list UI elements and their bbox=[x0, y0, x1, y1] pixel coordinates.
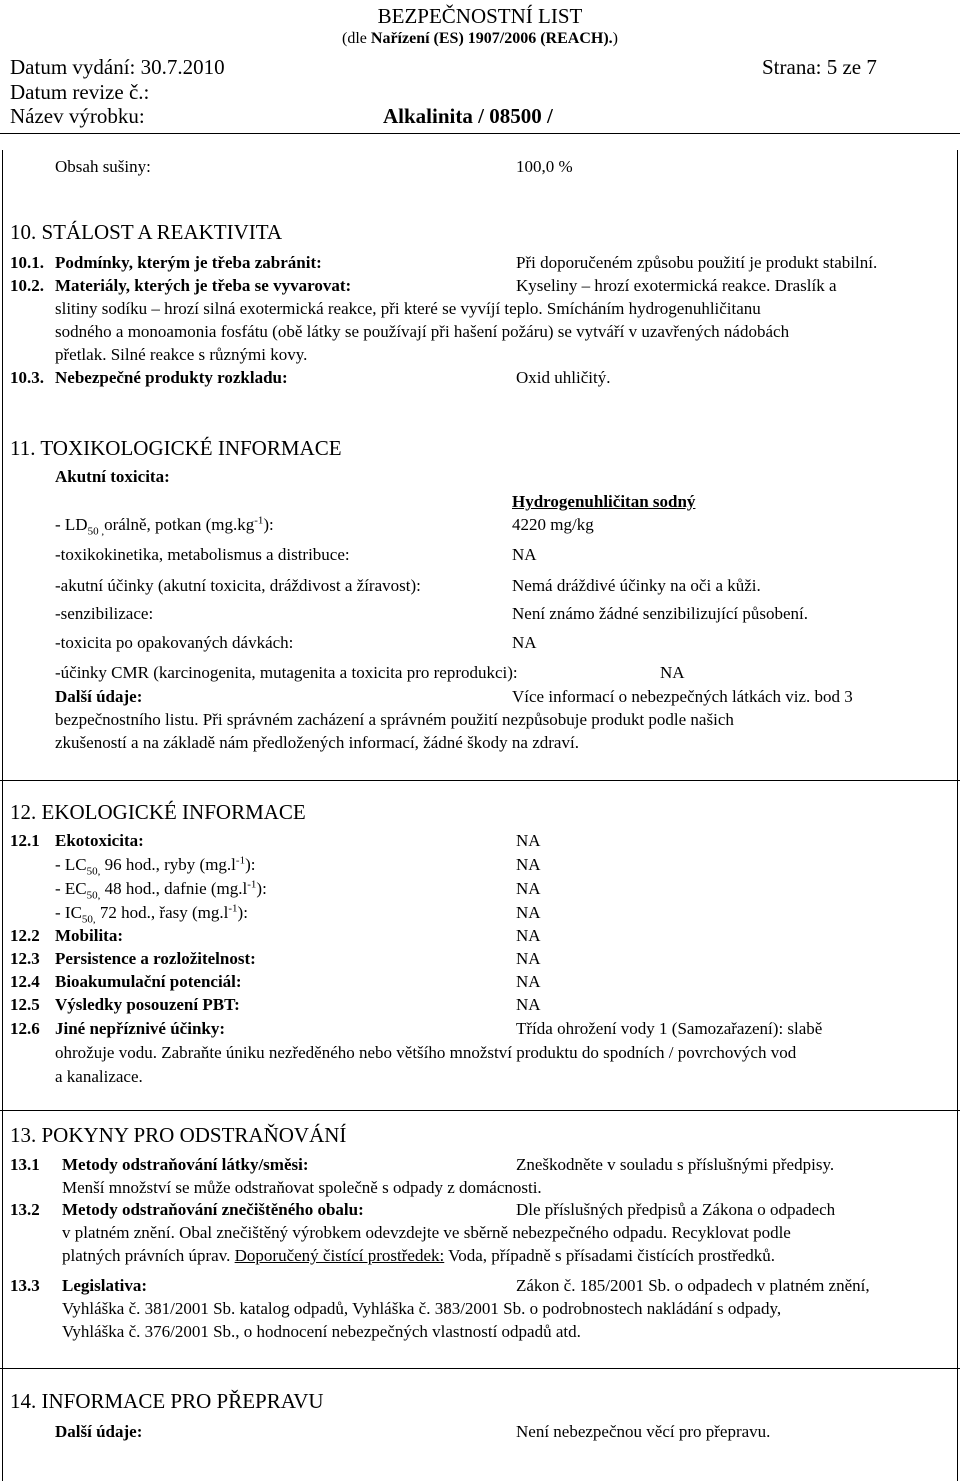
item-10-2-line4: přetlak. Silné reakce s různými kovy. bbox=[55, 345, 308, 364]
item-13-1-line2: Menší množství se může odstraňovat společně s odpady z domácnosti. bbox=[62, 1178, 542, 1197]
lc50-prefix: - LC bbox=[55, 855, 87, 874]
ld50-mid: orálně, potkan (mg.kg bbox=[104, 515, 255, 534]
section-14-title: 14. INFORMACE PRO PŘEPRAVU bbox=[10, 1389, 324, 1413]
repeated-dose-value: NA bbox=[512, 633, 537, 652]
ic50-value: NA bbox=[516, 903, 541, 922]
sensitization-label: -senzibilizace: bbox=[55, 604, 154, 623]
item-10-1-number: 10.1. bbox=[10, 253, 44, 272]
item-13-3-number: 13.3 bbox=[10, 1276, 40, 1295]
section-12-rule bbox=[0, 1110, 960, 1111]
item-12-4-label: Bioakumulační potenciál: bbox=[55, 972, 242, 991]
ec50-label bbox=[55, 878, 267, 902]
regulation-bold: Nařízení (ES) 1907/2006 (REACH). bbox=[370, 30, 613, 47]
item-12-6-line3: a kanalizace. bbox=[55, 1067, 143, 1086]
more-info-line2: bezpečnostního listu. Při správném zacházení a správném použití nezpůsobuje produkt podle našich bbox=[55, 710, 734, 729]
dry-matter-label: Obsah sušiny: bbox=[55, 157, 151, 176]
more-info-line3: zkušeností a na základě nám předložených informací, žádné škody na zdraví. bbox=[55, 733, 579, 752]
item-12-6-number: 12.6 bbox=[10, 1019, 40, 1038]
ld50-superscript: -1 bbox=[254, 514, 264, 527]
regulation-prefix: (dle bbox=[342, 30, 371, 47]
item-12-6-label: Jiné nepříznivé účinky: bbox=[55, 1019, 226, 1038]
section-12-title: 12. EKOLOGICKÉ INFORMACE bbox=[10, 800, 306, 824]
ld50-subscript: 50 , bbox=[87, 525, 105, 538]
item-13-2-value: Dle příslušných předpisů a Zákona o odpadech bbox=[516, 1200, 836, 1219]
toxicokinetics-value: NA bbox=[512, 545, 537, 564]
header-rule bbox=[0, 133, 960, 134]
document-title: BEZPEČNOSTNÍ LIST bbox=[377, 4, 583, 28]
item-12-4-number: 12.4 bbox=[10, 972, 40, 991]
toxicokinetics-label: -toxikokinetika, metabolismus a distribuce: bbox=[55, 545, 350, 564]
ec50-value: NA bbox=[516, 879, 541, 898]
substance-heading: Hydrogenuhličitan sodný bbox=[512, 492, 696, 511]
item-10-1-label: Podmínky, kterým je třeba zabránit: bbox=[55, 253, 322, 272]
revision-date: Datum revize č.: bbox=[10, 80, 150, 104]
item-12-2-value: NA bbox=[516, 926, 541, 945]
ec50-suffix: ): bbox=[256, 879, 267, 898]
lc50-mid: 96 hod., ryby (mg.l bbox=[100, 855, 236, 874]
item-12-6-line2: ohrožuje vodu. Zabraňte úniku nezředěného nebo většího množství produktu do spodních / povrchových vod bbox=[55, 1043, 797, 1062]
item-13-1-label: Metody odstraňování látky/směsi: bbox=[62, 1155, 309, 1174]
ld50-value: 4220 mg/kg bbox=[512, 515, 594, 534]
item-10-2-label: Materiály, kterých je třeba se vyvarovat: bbox=[55, 276, 352, 295]
ec50-superscript: -1 bbox=[247, 878, 257, 891]
item-12-3-number: 12.3 bbox=[10, 949, 40, 968]
item-12-5-label: Výsledky posouzení PBT: bbox=[55, 995, 240, 1014]
acute-toxicity-label: Akutní toxicita: bbox=[55, 467, 170, 486]
section-11-title: 11. TOXIKOLOGICKÉ INFORMACE bbox=[10, 436, 342, 460]
transport-info-value: Není nebezpečnou věcí pro přepravu. bbox=[516, 1422, 771, 1441]
acute-effects-value: Nemá dráždivé účinky na oči a kůži. bbox=[512, 576, 761, 595]
product-label: Název výrobku: bbox=[10, 104, 145, 128]
item-12-3-value: NA bbox=[516, 949, 541, 968]
ic50-label bbox=[55, 902, 248, 926]
more-info-value: Více informací o nebezpečných látkách viz. bod 3 bbox=[512, 687, 853, 706]
item-12-2-label: Mobilita: bbox=[55, 926, 123, 945]
cleaning-agent-label: Doporučený čistící prostředek: bbox=[234, 1246, 445, 1265]
section-10-title: 10. STÁLOST A REAKTIVITA bbox=[10, 220, 283, 244]
ec50-prefix: - EC bbox=[55, 879, 87, 898]
repeated-dose-label: -toxicita po opakovaných dávkách: bbox=[55, 633, 294, 652]
item-10-3-label: Nebezpečné produkty rozkladu: bbox=[55, 368, 288, 387]
lc50-superscript: -1 bbox=[235, 854, 246, 867]
item-10-2-line2: slitiny sodíku – hrozí silná exotermická reakce, při které se vyvíjí teplo. Smícháním hydrogenuhličitanu bbox=[55, 299, 761, 318]
sensitization-value: Není známo žádné senzibilizující působení. bbox=[512, 604, 808, 623]
item-10-2-number: 10.2. bbox=[10, 276, 44, 295]
item-13-3-line3: Vyhláška č. 376/2001 Sb., o hodnocení nebezpečných vlastností odpadů atd. bbox=[62, 1322, 581, 1341]
ic50-mid: 72 hod., řasy (mg.l bbox=[95, 903, 229, 922]
item-13-3-label: Legislativa: bbox=[62, 1276, 147, 1295]
regulation-suffix: ) bbox=[612, 30, 618, 47]
section-11-rule bbox=[0, 780, 960, 781]
item-12-4-value: NA bbox=[516, 972, 541, 991]
item-12-1-number: 12.1 bbox=[10, 831, 40, 850]
section-13-title: 13. POKYNY PRO ODSTRAŇOVÁNÍ bbox=[10, 1123, 347, 1147]
item-10-3-number: 10.3. bbox=[10, 368, 44, 387]
transport-info-label: Další údaje: bbox=[55, 1422, 143, 1441]
dry-matter-value: 100,0 % bbox=[516, 157, 573, 176]
item-10-3-value: Oxid uhličitý. bbox=[516, 368, 611, 387]
ld50-prefix: - LD bbox=[55, 515, 88, 534]
ec50-mid: 48 hod., dafnie (mg.l bbox=[100, 879, 248, 898]
item-13-2-line2: v platném znění. Obal znečištěný výrobkem odevzdejte ve sběrně nebezpečného odpadu. Recyklovat podle bbox=[62, 1223, 791, 1242]
item-10-1-value: Při doporučeném způsobu použití je produkt stabilní. bbox=[516, 253, 878, 272]
item-12-3-label: Persistence a rozložitelnost: bbox=[55, 949, 256, 968]
ec50-subscript: 50, bbox=[86, 889, 101, 902]
page-number: Strana: 5 ze 7 bbox=[762, 55, 877, 79]
ic50-subscript: 50, bbox=[81, 913, 96, 926]
item-12-5-number: 12.5 bbox=[10, 995, 40, 1014]
ic50-superscript: -1 bbox=[228, 902, 238, 915]
item-13-2-line3-end: Voda, případně s přísadami čistících prostředků. bbox=[444, 1246, 776, 1265]
cmr-value: NA bbox=[660, 663, 685, 682]
item-13-1-number: 13.1 bbox=[10, 1155, 40, 1174]
page-border-left bbox=[2, 150, 3, 1481]
item-13-1-value: Zneškodněte v souladu s příslušnými předpisy. bbox=[516, 1155, 835, 1174]
cmr-label: -účinky CMR (karcinogenita, mutagenita a toxicita pro reprodukci): bbox=[55, 663, 518, 682]
ic50-suffix: ): bbox=[237, 903, 248, 922]
lc50-suffix: ): bbox=[245, 855, 256, 874]
section-13-rule bbox=[0, 1368, 960, 1369]
regulation-note bbox=[0, 29, 960, 49]
issue-date: Datum vydání: 30.7.2010 bbox=[10, 55, 225, 79]
item-12-6-value: Třída ohrožení vody 1 (Samozařazení): slabě bbox=[516, 1019, 823, 1038]
item-10-2-value: Kyseliny – hrozí exotermická reakce. Draslík a bbox=[516, 276, 837, 295]
page-border-right bbox=[957, 150, 958, 1481]
ld50-label bbox=[55, 514, 274, 538]
lc50-value: NA bbox=[516, 855, 541, 874]
lc50-subscript: 50, bbox=[86, 865, 101, 878]
lc50-label bbox=[55, 854, 256, 878]
item-13-2-number: 13.2 bbox=[10, 1200, 40, 1219]
item-13-2-line3 bbox=[62, 1246, 775, 1266]
acute-effects-label: -akutní účinky (akutní toxicita, dráždivost a žíravost): bbox=[55, 576, 421, 595]
item-12-1-label: Ekotoxicita: bbox=[55, 831, 144, 850]
item-13-3-line2: Vyhláška č. 381/2001 Sb. katalog odpadů, Vyhláška č. 383/2001 Sb. o podrobnostech nakládání s odpady, bbox=[62, 1299, 782, 1318]
item-13-2-label: Metody odstraňování znečištěného obalu: bbox=[62, 1200, 364, 1219]
item-13-2-line3-start: platných právních úprav. bbox=[62, 1246, 235, 1265]
item-12-1-value: NA bbox=[516, 831, 541, 850]
ld50-suffix: ): bbox=[263, 515, 274, 534]
item-12-2-number: 12.2 bbox=[10, 926, 40, 945]
item-13-3-value: Zákon č. 185/2001 Sb. o odpadech v platném znění, bbox=[516, 1276, 870, 1295]
ic50-prefix: - IC bbox=[55, 903, 82, 922]
item-10-2-line3: sodného a monoamonia fosfátu (obě látky se používají při hašení požáru) se vytváří v uzavřených nádobách bbox=[55, 322, 790, 341]
more-info-label: Další údaje: bbox=[55, 687, 143, 706]
product-name: Alkalinita / 08500 / bbox=[383, 104, 553, 128]
item-12-5-value: NA bbox=[516, 995, 541, 1014]
